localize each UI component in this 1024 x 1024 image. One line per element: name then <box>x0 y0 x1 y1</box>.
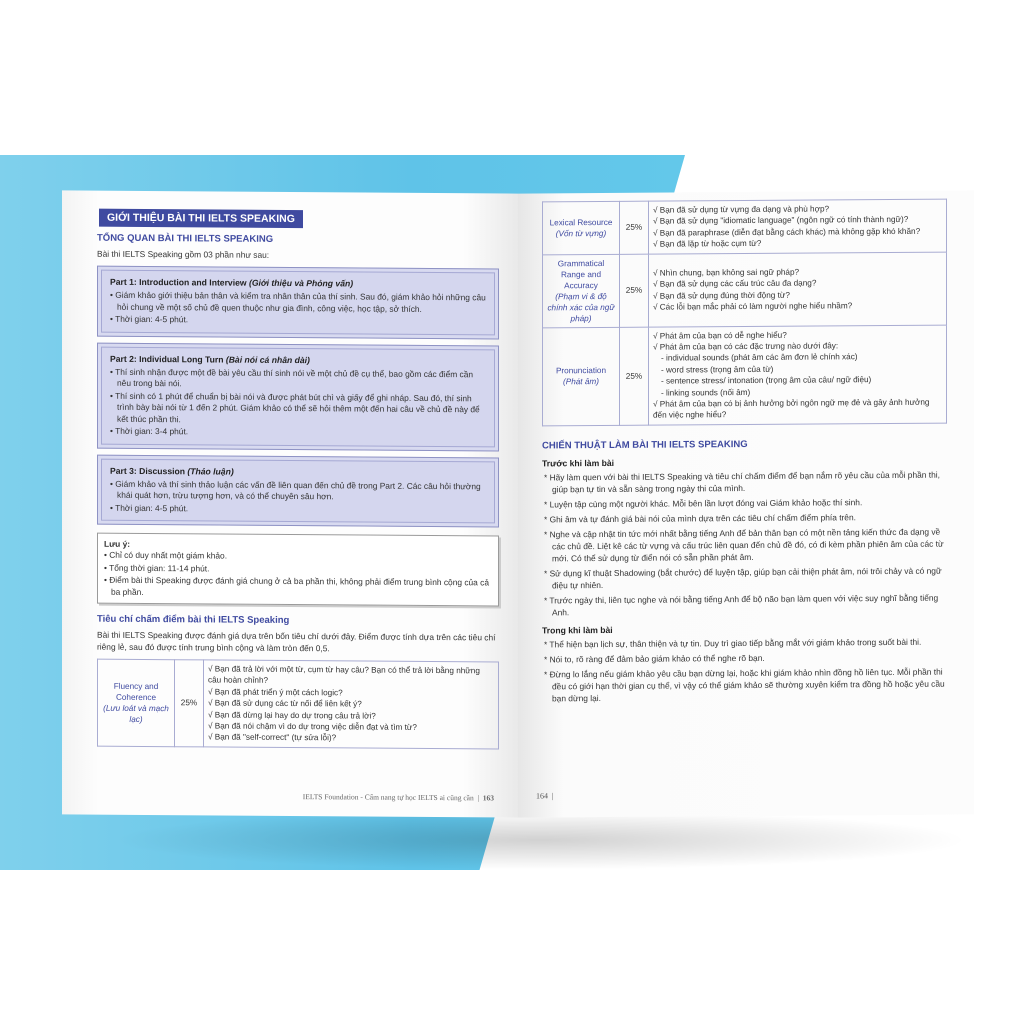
check-item: - word stress (trọng âm của từ) <box>661 364 774 375</box>
criteria-intro: Bài thi IELTS Speaking được đánh giá dựa trên bốn tiêu chí dưới đây. Điểm được tính dựa trên các tiêu chí riêng lẻ, sau đó được tính trung bình cộng và làm tròn đến 0,5. <box>97 629 496 654</box>
check-item: √ Phát âm của bạn có bị ảnh hưởng bởi ngôn ngữ mẹ đẻ và gây ảnh hưởng đến việc nghe hiểu? <box>653 397 930 421</box>
criteria-heading: Tiêu chí chấm điểm bài thi IELTS Speaking <box>97 613 290 626</box>
criterion-cell <box>543 327 620 426</box>
check-item: √ Bạn đã nói chậm vì do dự trong việc diễn đạt và tìm từ? <box>208 721 417 732</box>
criterion-name: Fluency and Coherence <box>113 681 159 702</box>
list-item: * Đừng lo lắng nếu giám khảo yêu cầu bạn dừng lại, hoặc khi giám khảo nhìn đồng hồ liên tục. Mỗi phần thi đều có giới hạn thời gian cụ thể, vì vậy có thể giám khảo sẽ thường xuyên kiểm tra đồng hồ hoặc yêu cầu bạn dừng lại. <box>544 666 945 704</box>
note-item: • Tổng thời gian: 11-14 phút. <box>104 562 210 573</box>
open-book <box>62 192 974 822</box>
note-title: Lưu ý: <box>104 538 131 549</box>
page-number: 163 <box>482 793 494 803</box>
weight-cell: 25% <box>620 201 649 254</box>
checks-cell <box>649 325 947 425</box>
list-item: * Nghe và cập nhật tin tức mới nhất bằng tiếng Anh để bản thân bạn có một nền tảng kiến thức đa dạng về các chủ đề. Liệt kê các từ vựng và cấu trúc liên quan đến chủ đề đó, có đi kèm phần phiên âm của các từ mới. Có thể sử dụng từ điển nói có sẵn phần phát âm. <box>544 526 944 564</box>
list-item: * Hãy làm quen với bài thi IELTS Speaking và tiêu chí chấm điểm để bạn nắm rõ yêu cầu của mỗi phần thi, giúp bạn tự tin và sẵn sàng trong ngày thi của mình. <box>544 469 940 495</box>
weight-cell: 25% <box>175 660 204 747</box>
criterion-name-vi: (Phạm vi & độ chính xác của ngữ pháp) <box>547 291 615 323</box>
criterion-name-vi: (Vốn từ vựng) <box>555 228 607 239</box>
check-item: √ Các lỗi bạn mắc phải có làm người nghe hiểu nhầm? <box>653 301 853 312</box>
part-2-box <box>97 342 499 451</box>
criterion-name-vi: (Phát âm) <box>563 377 599 387</box>
criterion-name: Pronunciation <box>555 366 607 376</box>
part-1-bullet: • Thời gian: 4-5 phút. <box>110 313 189 325</box>
check-item: √ Bạn đã sử dụng các cấu trúc câu đa dạng? <box>653 278 817 289</box>
check-item: √ Bạn đã sử dụng đúng thời động từ? <box>653 290 790 301</box>
during-heading: Trong khi làm bài <box>542 624 613 636</box>
table-row <box>543 252 947 328</box>
weight-cell: 25% <box>620 254 649 327</box>
criterion-name: Grammatical Range and Accuracy <box>557 258 605 290</box>
criterion-cell <box>543 254 620 328</box>
left-footer: IELTS Foundation - Cẩm nang tự học IELTS ai cũng cần | 163 <box>302 792 494 803</box>
checks-cell <box>204 660 499 749</box>
part-2-bullet: • Thí sinh có 1 phút để chuẩn bị bài nói và được phát bút chì và giấy để ghi nháp. Sau đó, thí sinh trình bày bài nói từ 1 đến 2 phút. Giám khảo có thể sẽ hỏi thêm một đến hai câu về chủ đề này để kết thúc phần thi. <box>110 390 480 424</box>
page-number: 164 <box>536 791 548 801</box>
weight-cell: 25% <box>620 327 649 425</box>
table-row <box>543 325 947 426</box>
left-page <box>62 190 518 817</box>
check-item: - sentence stress/ intonation (trọng âm của câu/ ngữ điệu) <box>661 375 872 386</box>
criterion-name-vi: (Lưu loát và mạch lạc) <box>103 703 169 724</box>
part-2-bullet: • Thí sinh nhận được một đề bài yêu cầu thí sinh nói về một chủ đề cụ thể, bao gồm các điểm cần nêu trong bài nói. <box>110 366 474 389</box>
list-item: * Thể hiện bạn lịch sự, thân thiện và tự tin. Duy trì giao tiếp bằng mắt với giám khảo trong suốt bài thi. <box>544 636 922 650</box>
part-2-bullet: • Thời gian: 3-4 phút. <box>110 425 189 437</box>
check-item: √ Bạn đã sử dụng các từ nối để liên kết ý? <box>208 698 362 709</box>
overview-intro: Bài thi IELTS Speaking gồm 03 phần như sau: <box>97 248 270 260</box>
before-heading: Trước khi làm bài <box>542 457 615 469</box>
list-item: * Trước ngày thi, liên tục nghe và nói bằng tiếng Anh để bộ não bạn làm quen với việc suy nghĩ bằng tiếng Anh. <box>544 592 939 618</box>
check-item: - individual sounds (phát âm các âm đơn lẻ chính xác) <box>661 352 858 364</box>
part-1-box <box>97 266 499 339</box>
note-box <box>97 533 499 607</box>
checks-cell <box>649 199 947 254</box>
list-item: * Ghi âm và tự đánh giá bài nói của mình dựa trên các tiêu chí chấm điểm phía trên. <box>544 512 856 525</box>
part-3-title: Part 3: Discussion (Thảo luận) <box>110 465 234 477</box>
criteria-table-continued <box>542 199 947 427</box>
right-footer: 164 | <box>536 791 554 801</box>
part-1-title: Part 1: Introduction and Interview (Giới thiệu và Phỏng vấn) <box>110 276 354 289</box>
criterion-cell <box>98 659 175 746</box>
check-item: √ Bạn đã lặp từ hoặc cụm từ? <box>653 239 762 249</box>
table-row <box>543 199 947 254</box>
section-title: GIỚI THIỆU BÀI THI IELTS SPEAKING <box>99 209 303 228</box>
footer-text: IELTS Foundation - Cẩm nang tự học IELTS ai cũng cần <box>302 792 474 803</box>
overview-heading: TỔNG QUAN BÀI THI IELTS SPEAKING <box>97 232 274 245</box>
table-row <box>98 659 499 749</box>
part-2-title: Part 2: Individual Long Turn (Bài nói cá nhân dài) <box>110 353 310 365</box>
check-item: √ Bạn đã sử dụng từ vựng đa dạng và phù hợp? <box>653 204 830 215</box>
part-3-bullet: • Giám khảo và thí sinh thảo luận các vấn đề liên quan đến chủ đề trong Part 2. Các câu hỏi thường khái quát hơn, trừu tượng hơn, và có thể chuyên sâu hơn. <box>110 478 481 502</box>
strategy-heading: CHIẾN THUẬT LÀM BÀI THI IELTS SPEAKING <box>542 438 748 452</box>
list-item: * Sử dụng kĩ thuật Shadowing (bắt chước) để luyện tập, giúp bạn cải thiện phát âm, nói trôi chảy và có ngữ điệu tự nhiên. <box>544 565 942 591</box>
list-item: * Luyện tập cùng một người khác. Mỗi bên lần lượt đóng vai Giám khảo hoặc thí sinh. <box>544 497 863 510</box>
check-item: √ Phát âm của bạn có dễ nghe hiểu? <box>653 330 787 341</box>
check-item: √ Bạn đã sử dụng "idiomatic language" (ngôn ngữ có tính thành ngữ)? <box>653 215 909 227</box>
note-item: • Chỉ có duy nhất một giám khảo. <box>104 549 228 561</box>
check-item: √ Bạn đã phát triển ý một cách logic? <box>208 687 343 698</box>
part-3-bullet: • Thời gian: 4-5 phút. <box>110 502 189 513</box>
check-item: √ Bạn đã paraphrase (diễn đạt bằng cách khác) mà không gặp khó khăn? <box>653 226 921 238</box>
criterion-name: Lexical Resource <box>549 217 613 228</box>
note-item: • Điểm bài thi Speaking được đánh giá chung ở cả ba phần thi, không phải điểm trung bình cộng của cả ba phần. <box>104 574 490 597</box>
checks-cell <box>649 252 947 327</box>
check-item: √ Bạn đã dừng lại hay do dự trong câu trả lời? <box>208 710 376 721</box>
check-item: √ Nhìn chung, bạn không sai ngữ pháp? <box>653 267 800 278</box>
list-item: * Nói to, rõ ràng để đảm bảo giám khảo có thể nghe rõ bạn. <box>544 652 765 665</box>
criteria-table <box>97 659 499 750</box>
part-1-bullet: • Giám khảo giới thiệu bản thân và kiểm tra nhân thân của thí sinh. Sau đó, giám khảo hỏi những câu hỏi chung về một số chủ đề quen thuộc như gia đình, công việc, học tập, sở thích. <box>110 289 486 314</box>
right-page <box>518 190 974 817</box>
check-item: √ Phát âm của bạn có các đặc trưng nào dưới đây: <box>653 341 839 352</box>
check-item: - linking sounds (nối âm) <box>661 387 751 398</box>
criterion-cell <box>543 201 620 254</box>
check-item: √ Bạn đã "self-correct" (tự sửa lỗi)? <box>208 732 337 743</box>
check-item: √ Bạn đã trả lời với một từ, cụm từ hay câu? Bạn có thể trả lời bằng những câu hoàn chỉnh? <box>208 664 480 686</box>
part-3-box <box>97 454 499 527</box>
